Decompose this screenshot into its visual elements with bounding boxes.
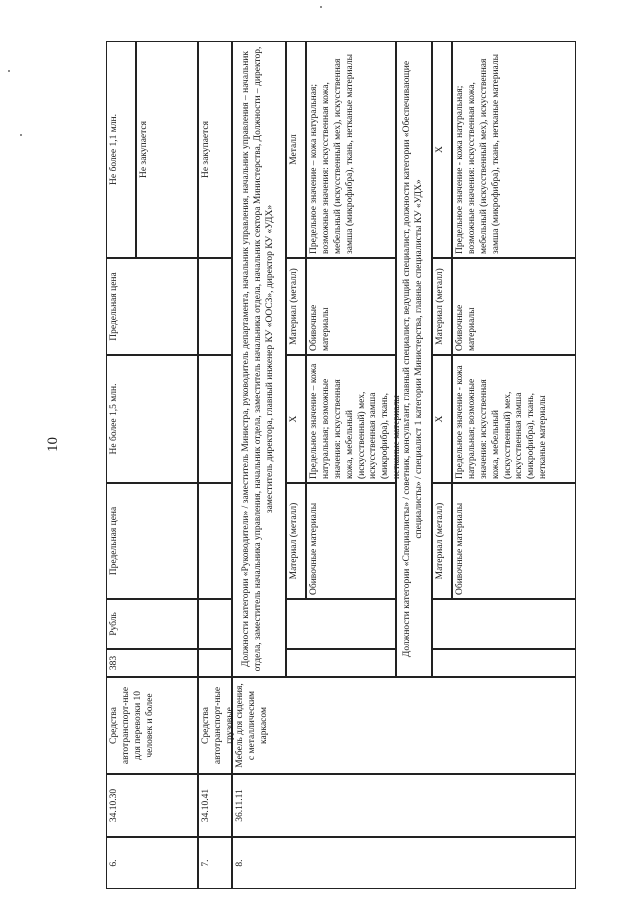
upholstery-label-4: Обивочные материалы: [452, 258, 576, 355]
scan-speck: [8, 70, 10, 72]
material-x-2: Х: [432, 355, 452, 483]
row-6-price-label-1: Предельная цена: [106, 483, 198, 599]
row-8a-okei: [286, 649, 396, 677]
material-label-3: Материал (металл): [432, 483, 452, 599]
scan-speck: [20, 134, 22, 136]
upholstery-value-1: Предельное значение – кожа натуральная; возможные значения: искусственная кожа, мебельный (искусственный) мех, искусственная замша (микрофибра), ткань, нетканые материалы: [306, 355, 396, 483]
upholstery-value-4: Предельное значение - кожа натуральная; возможные значения: искусственная кожа, мебельный (искусственный мех), искусственная замша (микрофибра), ткань, нетканые материалы: [452, 41, 576, 258]
row-6-value-2b: Не закупается: [136, 41, 198, 258]
upholstery-label-1: Обивочные материалы: [306, 483, 396, 599]
row-7-unit: [198, 599, 232, 649]
row-6-value-2: Не более 1,1 млн.: [106, 41, 136, 258]
row-7-value-1: [198, 355, 232, 483]
section-heading-managers: Должности категории «Руководители» / заместитель Министра, руководитель департамента, начальник управления, начальник управления – начальник отдела, заместитель начальника управления, начальник отдела, заместитель начальника отдела, начальник сектора Министерства, Должности – директор, заместитель директора, главный инженер КУ «ООСЗ», директор КУ «УДХ»: [232, 41, 286, 677]
upholstery-value-3: Предельное значение - кожа натуральная; возможные значения: искусственная кожа, мебельный (искусственный) мех, искусственная замша (микрофибра), ткань, нетканые материалы: [452, 355, 576, 483]
row-7-okei: [198, 649, 232, 677]
row-7-price-label-1: [198, 483, 232, 599]
upholstery-label-3: Обивочные материалы: [452, 483, 576, 599]
material-label-2: Материал (металл): [286, 258, 306, 355]
row-6-name: Средства автотранспорт-ные для перевозки 10 человек и более: [106, 677, 198, 774]
upholstery-label-2: Обивочные материалы: [306, 258, 396, 355]
row-7-number: 7.: [198, 837, 232, 889]
row-7-name: Средства автотранспорт-ные грузовые: [198, 677, 232, 774]
row-6-value-1: Не более 1,5 млн.: [106, 355, 198, 483]
row-8a-unit: [286, 599, 396, 649]
material-label-4: Материал (металл): [432, 258, 452, 355]
scan-speck: [320, 6, 322, 8]
row-7-value-2: Не закупается: [198, 41, 232, 258]
upholstery-value-2: Предельное значение – кожа натуральная; возможные значения: искусственная кожа, мебельный (искусственный мех), искусственная замша (микрофибра), ткань, нетканые материалы: [306, 41, 396, 258]
row-7-price-label-2: [198, 258, 232, 355]
requirements-table: [106, 41, 576, 889]
material-label-1: Материал (металл): [286, 483, 306, 599]
row-6-unit: Рубль: [106, 599, 198, 649]
row-8b-okei: [432, 649, 576, 677]
material-x-1: Х: [286, 355, 306, 483]
row-7-code: 34.10.41: [198, 774, 232, 837]
row-8-name: Мебель для сидения, с металлическим каркасом: [232, 677, 576, 774]
row-8-code: 36.11.11: [232, 774, 576, 837]
material-metal-1: Металл: [286, 41, 306, 258]
row-6-code: 34.10.30: [106, 774, 198, 837]
row-6-okei: 383: [106, 649, 198, 677]
row-8b-unit: [432, 599, 576, 649]
row-6-price-label-2: Предельная цена: [106, 258, 198, 355]
row-6-number: 6.: [106, 837, 198, 889]
section-heading-specialists: Должности категории «Специалисты» / советник, консультант, главный специалист, ведущий специалист, должности категории «Обеспечивающие специалисты» / специалист 1 категории Министерства, главные специалисты КУ «УДХ»: [396, 41, 432, 677]
row-8-number: 8.: [232, 837, 576, 889]
material-x-3: Х: [432, 41, 452, 258]
page-number: 10: [45, 437, 61, 452]
